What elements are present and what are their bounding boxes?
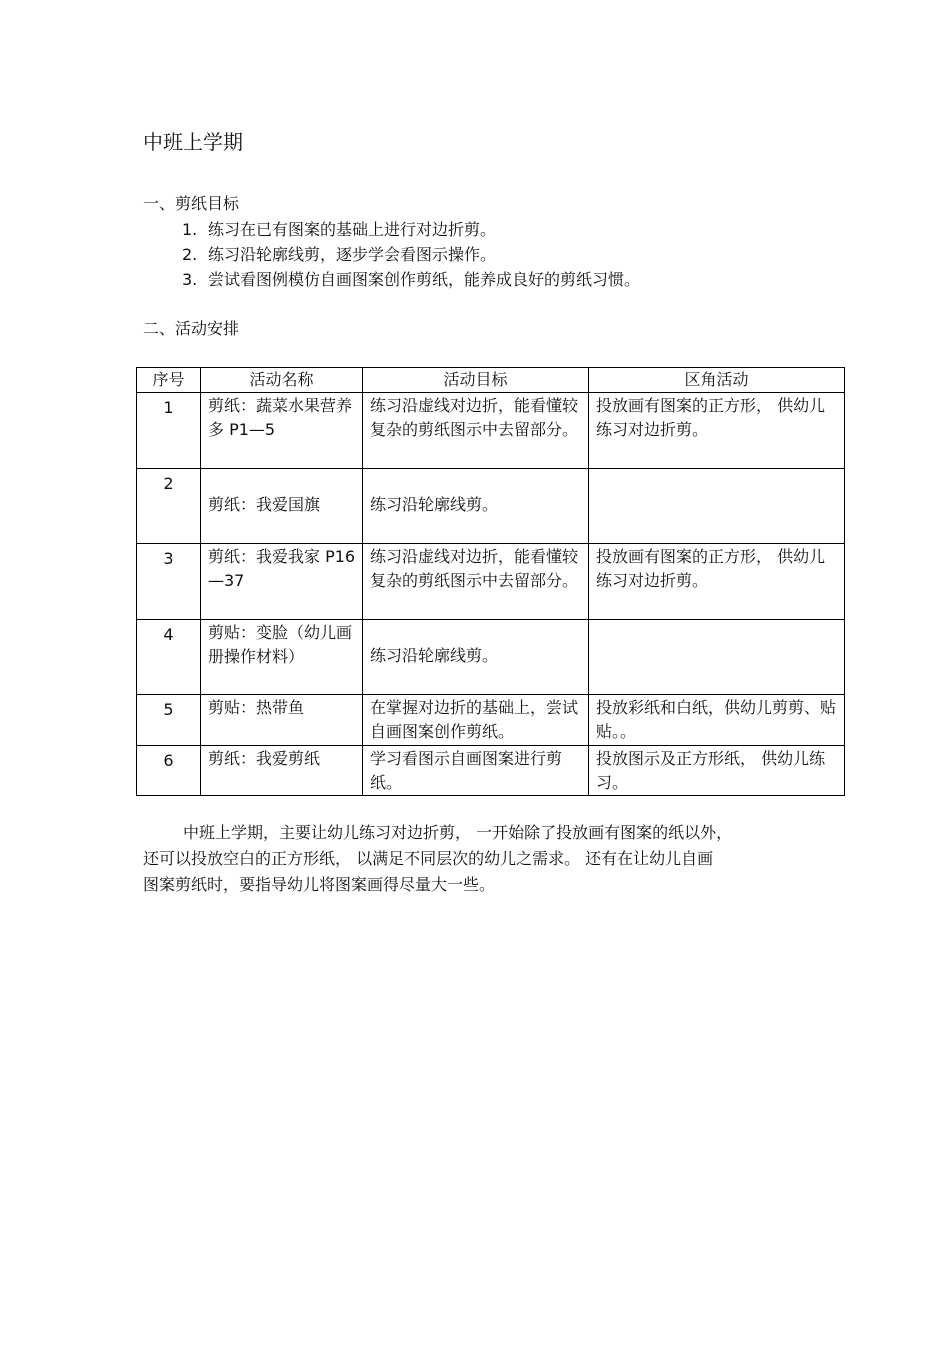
cell-no: 5: [137, 695, 201, 746]
cell-area: [589, 469, 845, 544]
summary-line: 图案剪纸时，要指导幼儿将图案画得尽量大一些。: [143, 875, 496, 894]
table-row: [137, 620, 845, 695]
goal-number: 2.: [182, 245, 198, 264]
cell-area: 投放画有图案的正方形， 供幼儿练习对边折剪。: [589, 544, 845, 620]
goal-item: [182, 269, 640, 291]
table-row: [137, 695, 845, 746]
goal-number: 1.: [182, 220, 198, 239]
goal-text: 尝试看图例模仿自画图案创作剪纸，能养成良好的剪纸习惯。: [208, 270, 641, 289]
goal-text: 练习沿轮廓线剪，逐步学会看图示操作。: [208, 245, 497, 264]
section-heading-goals: 一、剪纸目标: [143, 194, 240, 213]
cell-no: 1: [137, 393, 201, 469]
cell-no: 4: [137, 620, 201, 695]
table-row: [137, 393, 845, 469]
table-row: [137, 469, 845, 544]
goal-number: 3.: [182, 270, 198, 289]
table-row: [137, 746, 845, 796]
cell-area: 投放图示及正方形纸， 供幼儿练习。: [589, 746, 845, 796]
summary-line: 还可以投放空白的正方形纸， 以满足不同层次的幼儿之需求。 还有在让幼儿自画: [143, 849, 714, 868]
page-title: 中班上学期: [143, 130, 243, 154]
goal-text: 练习在已有图案的基础上进行对边折剪。: [208, 220, 497, 239]
table-row: [137, 544, 845, 620]
cell-name: 剪贴：变脸（幼儿画册操作材料）: [201, 620, 363, 695]
cell-goal: 练习沿轮廓线剪。: [363, 469, 589, 544]
cell-no: 6: [137, 746, 201, 796]
cell-area: [589, 620, 845, 695]
cell-no: 2: [137, 469, 201, 544]
cell-name: 剪纸：我爱我家 P16—37: [201, 544, 363, 620]
goal-item: [182, 244, 496, 266]
header-goal: 活动目标: [363, 368, 589, 393]
cell-goal: 练习沿轮廓线剪。: [363, 620, 589, 695]
summary-paragraph: [143, 820, 823, 898]
header-area: 区角活动: [589, 368, 845, 393]
cell-name: 剪贴：热带鱼: [201, 695, 363, 746]
cell-area: 投放彩纸和白纸，供幼儿剪剪、贴贴。。: [589, 695, 845, 746]
header-no: 序号: [137, 368, 201, 393]
cell-name: 剪纸：我爱国旗: [201, 469, 363, 544]
cell-name: 剪纸：蔬菜水果营养多 P1—5: [201, 393, 363, 469]
activity-table: [136, 367, 845, 796]
goal-item: [182, 219, 496, 241]
table-header-row: [137, 368, 845, 393]
cell-goal: 学习看图示自画图案进行剪纸。: [363, 746, 589, 796]
cell-goal: 练习沿虚线对边折，能看懂较复杂的剪纸图示中去留部分。: [363, 544, 589, 620]
summary-line: 中班上学期，主要让幼儿练习对边折剪， 一开始除了投放画有图案的纸以外，: [183, 823, 733, 842]
cell-name: 剪纸：我爱剪纸: [201, 746, 363, 796]
header-name: 活动名称: [201, 368, 363, 393]
cell-no: 3: [137, 544, 201, 620]
cell-area: 投放画有图案的正方形， 供幼儿练习对边折剪。: [589, 393, 845, 469]
cell-goal: 在掌握对边折的基础上，尝试自画图案创作剪纸。: [363, 695, 589, 746]
cell-goal: 练习沿虚线对边折，能看懂较复杂的剪纸图示中去留部分。: [363, 393, 589, 469]
section-heading-activities: 二、活动安排: [143, 319, 240, 338]
